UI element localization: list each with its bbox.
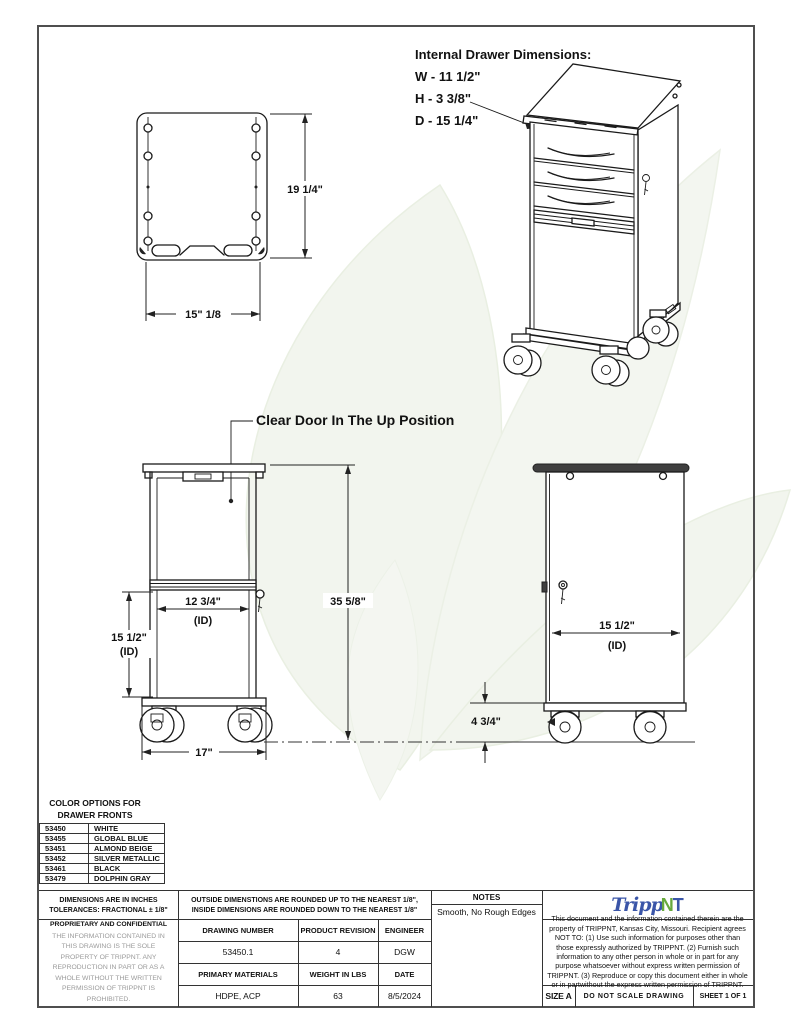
color-options-title-line2: DRAWER FRONTS: [57, 810, 133, 820]
front-inner-width-dim: 12 3/4": [185, 596, 221, 608]
date-value: 8/5/2024: [387, 991, 422, 1001]
do-not-scale-note: DO NOT SCALE DRAWING: [583, 992, 685, 1000]
color-code: 53452: [40, 854, 89, 864]
engineer-label: ENGINEER: [384, 925, 425, 935]
color-name: DOLPHIN GRAY: [89, 874, 165, 884]
internal-dims-width: W - 11 1/2": [415, 69, 481, 84]
internal-dims-height: H - 3 3/8": [415, 91, 472, 106]
color-options-title-line1: COLOR OPTIONS FOR: [49, 798, 141, 808]
logo-script-text: Tripp: [611, 894, 663, 916]
date-label: DATE: [394, 969, 415, 979]
sheet-number: SHEET 1 OF 1: [699, 992, 747, 1000]
color-name: ALMOND BEIGE: [89, 844, 165, 854]
front-inner-height-id: (ID): [119, 646, 139, 658]
table-row: [40, 874, 165, 884]
product-revision-label: PRODUCT REVISION: [300, 925, 376, 935]
color-name: BLACK: [89, 864, 165, 874]
color-code: 53450: [40, 824, 89, 834]
weight-label: WEIGHT IN LBS: [309, 969, 367, 979]
table-row: [40, 834, 165, 844]
color-code: 53451: [40, 844, 89, 854]
proprietary-title: PROPRIETARY AND CONFIDENTIAL: [49, 920, 168, 928]
color-name: SILVER METALLIC: [89, 854, 165, 864]
color-code: 53455: [40, 834, 89, 844]
color-name: WHITE: [89, 824, 165, 834]
tolerances-note: TOLERANCES: FRACTIONAL ± 1/8": [49, 906, 168, 914]
side-caster-height-dim: 4 3/4": [471, 716, 501, 728]
color-code: 53461: [40, 864, 89, 874]
notes-label: NOTES: [472, 893, 501, 902]
primary-materials-value: HDPE, ACP: [215, 991, 261, 1001]
table-row: [40, 864, 165, 874]
color-options-section: [39, 797, 165, 884]
table-row: [40, 844, 165, 854]
top-view-width-dim: 15" 1/8: [185, 309, 221, 321]
product-revision-value: 4: [335, 947, 341, 957]
internal-dims-depth: D - 15 1/4": [415, 113, 479, 128]
notes-value: Smooth, No Rough Edges: [437, 907, 536, 917]
dimensions-in-inches-note: DIMENSIONS ARE IN INCHES: [59, 896, 158, 904]
front-base-width-dim: 17": [195, 747, 213, 759]
weight-value: 63: [333, 991, 343, 1001]
drawing-number-label: DRAWING NUMBER: [202, 925, 274, 935]
side-inner-depth-id: (ID): [607, 640, 627, 652]
primary-materials-label: PRIMARY MATERIALS: [198, 969, 278, 979]
title-block: [39, 890, 753, 1007]
outside-dims-note: OUTSIDE DIMENSTIONS ARE ROUNDED UP TO THE NEAREST 1/8",: [191, 896, 418, 904]
logo-t-letter: T: [672, 894, 684, 915]
clear-door-callout: Clear Door In The Up Position: [256, 412, 455, 428]
table-row: [40, 824, 165, 834]
color-name: GLOBAL BLUE: [89, 834, 165, 844]
front-overall-height-dim: 35 5/8": [330, 596, 366, 608]
color-options-table: [39, 823, 165, 884]
drawing-number-value: 53450.1: [222, 947, 254, 957]
size-label: SIZE A: [545, 991, 572, 1001]
front-inner-width-id: (ID): [193, 615, 213, 627]
color-code: 53479: [40, 874, 89, 884]
internal-dims-title: Internal Drawer Dimensions:: [415, 47, 592, 62]
legal-paragraph: This document and the information contained therein are the property of TRIPPNT, Kansas City, Missouri. Recipient agrees NOT TO: (1) Use such information for purposes other than those expressly authorized by TRIPPNT. (2) Furnish such information to any other person in whole or in part for any purpose whatsoever without express written permission of TRIPPNT. (3) Reproduce or copy this document either in whole or in partwithout the express written permission of TRIPPNT.: [547, 914, 748, 990]
front-inner-height-dim: 15 1/2": [111, 632, 147, 644]
top-view-height-dim: 19 1/4": [287, 184, 323, 196]
side-inner-depth-dim: 15 1/2": [599, 620, 635, 632]
proprietary-body: THE INFORMATION CONTAINED IN THIS DRAWING IS THE SOLE PROPERTY OF TRIPPNT. ANY REPRODUCTION IN PART OR AS A WHOLE WITHOUT THE WRITTEN PERMISSION OF TRIPPNT IS PROHIBITED.: [52, 932, 165, 1003]
logo-n-letter: N: [660, 894, 674, 915]
internal-drawer-dimensions-note: [415, 44, 591, 132]
table-row: [40, 854, 165, 864]
engineer-value: DGW: [394, 947, 415, 957]
inside-dims-note: INSIDE DIMENSIONS ARE ROUNDED DOWN TO THE NEAREST 1/8": [191, 906, 418, 914]
